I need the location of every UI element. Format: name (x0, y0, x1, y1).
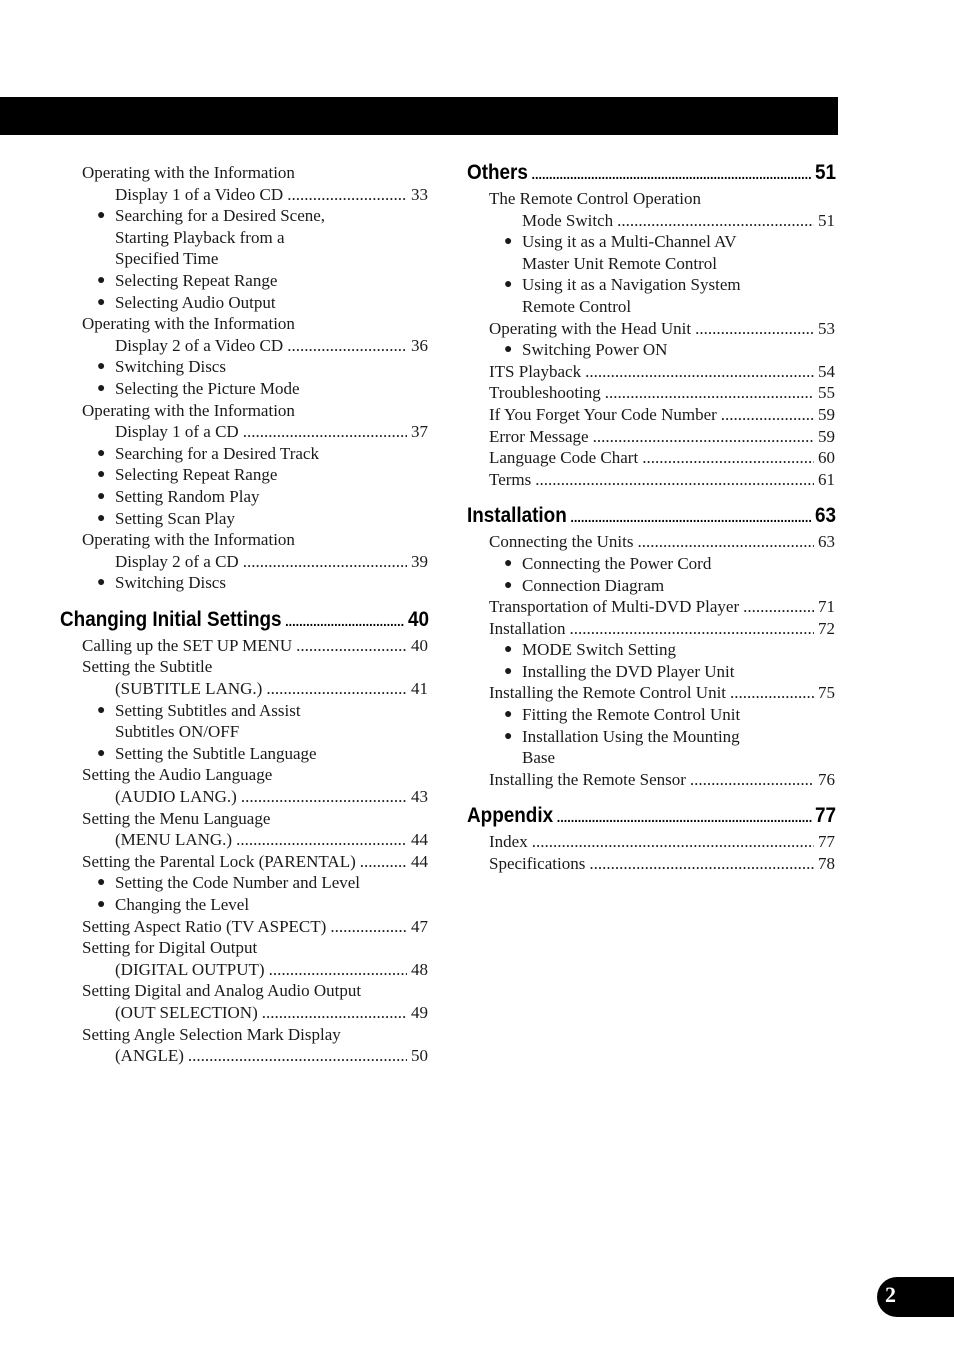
toc-subentry[interactable] (60, 270, 428, 292)
bullet-icon: ● (504, 234, 513, 250)
bullet-icon: ● (504, 728, 513, 744)
section-page: 40 (407, 607, 429, 631)
entry-title: Setting the Audio Language (82, 765, 273, 785)
toc-subentry[interactable] (467, 704, 835, 726)
leader-dots (585, 361, 814, 383)
toc-subentry[interactable] (467, 274, 835, 296)
toc-entry[interactable] (467, 769, 835, 791)
toc-subentry[interactable] (60, 486, 428, 508)
toc-subentry[interactable] (60, 443, 428, 465)
toc-entry[interactable] (467, 210, 835, 232)
leader-dots (243, 421, 407, 443)
leader-dots (690, 769, 814, 791)
subentry-title: Setting the Code Number and Level (115, 873, 361, 893)
entry-title: Specifications (489, 854, 586, 874)
toc-section-heading[interactable] (467, 802, 836, 831)
toc-entry[interactable] (60, 184, 428, 206)
section-page: 77 (814, 804, 836, 828)
toc-entry[interactable] (60, 678, 428, 700)
bullet-icon: ● (97, 359, 106, 375)
subentry-title: Connecting the Power Cord (522, 553, 712, 573)
toc-entry-line[interactable] (60, 764, 428, 786)
leader-dots (262, 1002, 407, 1024)
leader-dots (569, 618, 814, 640)
bullet-icon: ● (97, 208, 106, 224)
entry-page: 33 (411, 184, 428, 204)
toc-entry-line[interactable] (60, 313, 428, 335)
subentry-title: Selecting Audio Output (115, 292, 276, 312)
bullet-icon: ● (97, 272, 106, 288)
entry-page: 71 (818, 597, 835, 617)
leader-dots (721, 404, 814, 426)
leader-dots (532, 831, 814, 853)
toc-subentry[interactable] (60, 743, 428, 765)
toc-entry[interactable] (60, 421, 428, 443)
entry-title: Operating with the Information (82, 314, 295, 334)
toc-entry[interactable] (60, 1002, 428, 1024)
entry-title: Terms (489, 469, 532, 489)
toc-entry[interactable] (60, 786, 428, 808)
toc-entry[interactable] (60, 635, 428, 657)
toc-subentry[interactable] (467, 639, 835, 661)
toc-entry[interactable] (60, 959, 428, 981)
bullet-icon: ● (97, 467, 106, 483)
subentry-title: Setting Random Play (115, 486, 260, 506)
subentry-title: Installation Using the Mounting (522, 726, 740, 746)
subentry-title: Setting Scan Play (115, 508, 235, 528)
subentry-title: Selecting Repeat Range (115, 465, 278, 485)
leader-dots (589, 853, 814, 875)
subentry-title: Setting the Subtitle Language (115, 743, 317, 763)
entry-title: Operating with the Information (82, 530, 295, 550)
leader-dots (642, 447, 814, 469)
toc-entry[interactable] (60, 335, 428, 357)
leader-dots (287, 335, 407, 357)
toc-subentry-continuation (467, 253, 835, 275)
entry-page: 43 (411, 787, 428, 807)
toc-entry[interactable] (60, 829, 428, 851)
entry-page: 59 (818, 426, 835, 446)
entry-title: The Remote Control Operation (489, 189, 701, 208)
toc-entry[interactable] (467, 531, 835, 553)
entry-title: (AUDIO LANG.) (115, 787, 237, 807)
leader-dots (570, 503, 811, 531)
entry-page: 60 (818, 448, 835, 468)
toc-entry-line[interactable] (467, 188, 835, 210)
bullet-icon: ● (97, 294, 106, 310)
toc-subentry[interactable] (467, 726, 835, 748)
toc-subentry-continuation (60, 248, 428, 270)
toc-entry[interactable] (467, 361, 835, 383)
toc-entry[interactable] (60, 1045, 428, 1067)
toc-subentry[interactable] (60, 572, 428, 594)
entry-title: Setting Aspect Ratio (TV ASPECT) (82, 916, 327, 936)
entry-page: 59 (818, 404, 835, 424)
header-bar (0, 97, 838, 135)
toc-entry[interactable] (467, 404, 835, 426)
leader-dots (287, 184, 407, 206)
toc-entry[interactable] (467, 382, 835, 404)
subentry-title: Using it as a Navigation System (522, 275, 741, 295)
entry-page: 39 (411, 551, 428, 571)
leader-dots (285, 607, 404, 635)
toc-entry-line[interactable] (60, 937, 428, 959)
entry-page: 36 (411, 335, 428, 355)
subentry-title: Master Unit Remote Control (522, 253, 718, 273)
entry-title: Setting the Subtitle (82, 657, 213, 677)
entry-title: Troubleshooting (489, 383, 601, 403)
leader-dots (296, 635, 407, 657)
toc-subentry-continuation (467, 747, 835, 769)
leader-dots (188, 1045, 407, 1067)
bullet-icon: ● (97, 745, 106, 761)
toc-entry-line[interactable] (60, 656, 428, 678)
bullet-icon: ● (504, 277, 513, 293)
entry-title: Error Message (489, 426, 589, 446)
entry-page: 72 (818, 618, 835, 638)
entry-title: Installing the Remote Sensor (489, 769, 686, 789)
toc-subentry[interactable] (60, 464, 428, 486)
toc-subentry[interactable] (60, 378, 428, 400)
entry-title: Installation (489, 618, 566, 638)
section-page: 51 (814, 161, 836, 184)
entry-page: 75 (818, 683, 835, 703)
leader-dots (360, 851, 407, 873)
section-title: Changing Initial Settings (60, 607, 282, 631)
toc-subentry[interactable] (467, 553, 835, 575)
entry-title: (DIGITAL OUTPUT) (115, 959, 265, 979)
leader-dots (637, 531, 814, 553)
toc-entry[interactable] (467, 318, 835, 340)
bullet-icon: ● (504, 342, 513, 358)
bullet-icon: ● (97, 575, 106, 591)
entry-page: 54 (818, 361, 835, 381)
leader-dots (743, 596, 814, 618)
entry-title: Mode Switch (522, 210, 614, 230)
leader-dots (236, 829, 407, 851)
toc-subentry-continuation (60, 227, 428, 249)
toc-column-right (467, 159, 835, 875)
bullet-icon: ● (97, 380, 106, 396)
toc-section-heading[interactable] (467, 502, 836, 531)
leader-dots (266, 678, 407, 700)
leader-dots (269, 959, 407, 981)
leader-dots (593, 426, 814, 448)
entry-page: 78 (818, 854, 835, 874)
entry-page: 77 (818, 832, 835, 852)
toc-section-heading[interactable] (60, 606, 429, 635)
subentry-title: Switching Discs (115, 573, 226, 593)
page-number: 2 (885, 1282, 896, 1307)
leader-dots (617, 210, 814, 232)
subentry-title: Fitting the Remote Control Unit (522, 705, 741, 725)
section-title: Appendix (467, 804, 554, 828)
entry-title: Connecting the Units (489, 532, 634, 552)
subentry-title: Selecting the Picture Mode (115, 378, 300, 398)
entry-page: 44 (411, 851, 428, 871)
entry-page: 41 (411, 679, 428, 699)
toc-entry[interactable] (60, 916, 428, 938)
entry-title: Index (489, 832, 528, 852)
subentry-title: Specified Time (115, 249, 219, 269)
bullet-icon: ● (504, 707, 513, 723)
subentry-title: MODE Switch Setting (522, 640, 676, 660)
entry-title: Calling up the SET UP MENU (82, 635, 293, 655)
entry-title: Language Code Chart (489, 448, 639, 468)
toc-entry[interactable] (467, 447, 835, 469)
subentry-title: Subtitles ON/OFF (115, 722, 240, 742)
page-number-tab (877, 1277, 954, 1317)
entry-title: ITS Playback (489, 361, 582, 381)
entry-page: 55 (818, 383, 835, 403)
entry-page: 51 (818, 210, 835, 230)
entry-title: Display 2 of a Video CD (115, 335, 284, 355)
leader-dots (605, 382, 814, 404)
entry-title: Operating with the Head Unit (489, 318, 692, 338)
leader-dots (330, 916, 407, 938)
toc-subentry[interactable] (60, 205, 428, 227)
entry-title: Transportation of Multi-DVD Player (489, 597, 740, 617)
toc-subentry[interactable] (467, 661, 835, 683)
toc-entry-line[interactable] (60, 808, 428, 830)
entry-title: Display 1 of a CD (115, 422, 239, 442)
toc-entry-line[interactable] (60, 162, 428, 184)
toc-entry-line[interactable] (60, 1024, 428, 1046)
entry-title: Setting Angle Selection Mark Display (82, 1024, 341, 1044)
leader-dots (535, 469, 814, 491)
bullet-icon: ● (504, 555, 513, 571)
entry-title: Setting the Parental Lock (PARENTAL) (82, 851, 356, 871)
entry-title: Setting the Menu Language (82, 808, 271, 828)
toc-subentry[interactable] (60, 872, 428, 894)
toc-entry[interactable] (467, 682, 835, 704)
section-title: Others (467, 161, 528, 184)
spacer (467, 790, 835, 802)
entry-page: 50 (411, 1046, 428, 1066)
subentry-title: Searching for a Desired Track (115, 443, 319, 463)
subentry-title: Switching Discs (115, 357, 226, 377)
toc-subentry-continuation (467, 296, 835, 318)
entry-title: Display 2 of a CD (115, 551, 239, 571)
toc-entry[interactable] (467, 426, 835, 448)
entry-title: (MENU LANG.) (115, 830, 233, 850)
entry-page: 44 (411, 830, 428, 850)
subentry-title: Starting Playback from a (115, 227, 285, 247)
toc-entry[interactable] (467, 469, 835, 491)
toc-subentry[interactable] (60, 356, 428, 378)
entry-title: (SUBTITLE LANG.) (115, 679, 263, 699)
toc-entry-line[interactable] (60, 400, 428, 422)
toc-subentry[interactable] (60, 508, 428, 530)
toc-entry[interactable] (60, 551, 428, 573)
entry-page: 49 (411, 1002, 428, 1022)
subentry-title: Switching Power ON (522, 340, 668, 360)
toc-subentry-continuation (60, 721, 428, 743)
bullet-icon: ● (97, 702, 106, 718)
bullet-icon: ● (97, 445, 106, 461)
subentry-title: Using it as a Multi-Channel AV (522, 232, 737, 252)
leader-dots (730, 682, 814, 704)
subentry-title: Base (522, 748, 556, 768)
spacer (467, 490, 835, 502)
section-title: Installation (467, 504, 567, 528)
entry-title: Operating with the Information (82, 400, 295, 420)
toc-subentry[interactable] (60, 700, 428, 722)
entry-page: 53 (818, 318, 835, 338)
subentry-title: Selecting Repeat Range (115, 270, 278, 290)
toc-entry[interactable] (60, 851, 428, 873)
leader-dots (695, 318, 814, 340)
bullet-icon: ● (504, 663, 513, 679)
toc-section-heading[interactable] (467, 159, 836, 188)
toc-entry[interactable] (467, 618, 835, 640)
entry-title: (ANGLE) (115, 1046, 184, 1066)
subentry-title: Setting Subtitles and Assist (115, 700, 301, 720)
toc-entry[interactable] (467, 831, 835, 853)
entry-page: 48 (411, 959, 428, 979)
toc-subentry[interactable] (467, 575, 835, 597)
toc-subentry[interactable] (467, 339, 835, 361)
entry-page: 40 (411, 635, 428, 655)
entry-page: 76 (818, 769, 835, 789)
toc-entry-line[interactable] (60, 980, 428, 1002)
entry-page: 61 (818, 469, 835, 489)
toc-subentry[interactable] (60, 894, 428, 916)
entry-title: If You Forget Your Code Number (489, 404, 717, 424)
entry-page: 47 (411, 916, 428, 936)
entry-title: Display 1 of a Video CD (115, 184, 284, 204)
leader-dots (243, 551, 407, 573)
entry-title: (OUT SELECTION) (115, 1002, 258, 1022)
section-page: 63 (814, 504, 836, 528)
leader-dots (532, 160, 812, 188)
bullet-icon: ● (97, 897, 106, 912)
toc-entry[interactable] (467, 596, 835, 618)
toc-subentry[interactable] (467, 231, 835, 253)
toc-entry-line[interactable] (60, 529, 428, 551)
bullet-icon: ● (97, 510, 106, 526)
toc-subentry[interactable] (60, 292, 428, 314)
entry-title: Setting for Digital Output (82, 938, 258, 958)
entry-page: 63 (818, 532, 835, 552)
entry-page: 37 (411, 422, 428, 442)
leader-dots (241, 786, 407, 808)
subentry-title: Remote Control (522, 296, 632, 316)
subentry-title: Searching for a Desired Scene, (115, 206, 326, 226)
entry-title: Operating with the Information (82, 163, 295, 182)
spacer (60, 594, 428, 606)
subentry-title: Connection Diagram (522, 575, 665, 595)
bullet-icon: ● (97, 488, 106, 504)
toc-entry[interactable] (467, 853, 835, 875)
bullet-icon: ● (504, 642, 513, 658)
toc-column-left (60, 162, 428, 1067)
bullet-icon: ● (97, 875, 106, 891)
leader-dots (557, 803, 812, 831)
subentry-title: Installing the DVD Player Unit (522, 661, 735, 681)
entry-title: Setting Digital and Analog Audio Output (82, 981, 362, 1001)
entry-title: Installing the Remote Control Unit (489, 683, 727, 703)
subentry-title: Changing the Level (115, 895, 250, 914)
bullet-icon: ● (504, 577, 513, 593)
